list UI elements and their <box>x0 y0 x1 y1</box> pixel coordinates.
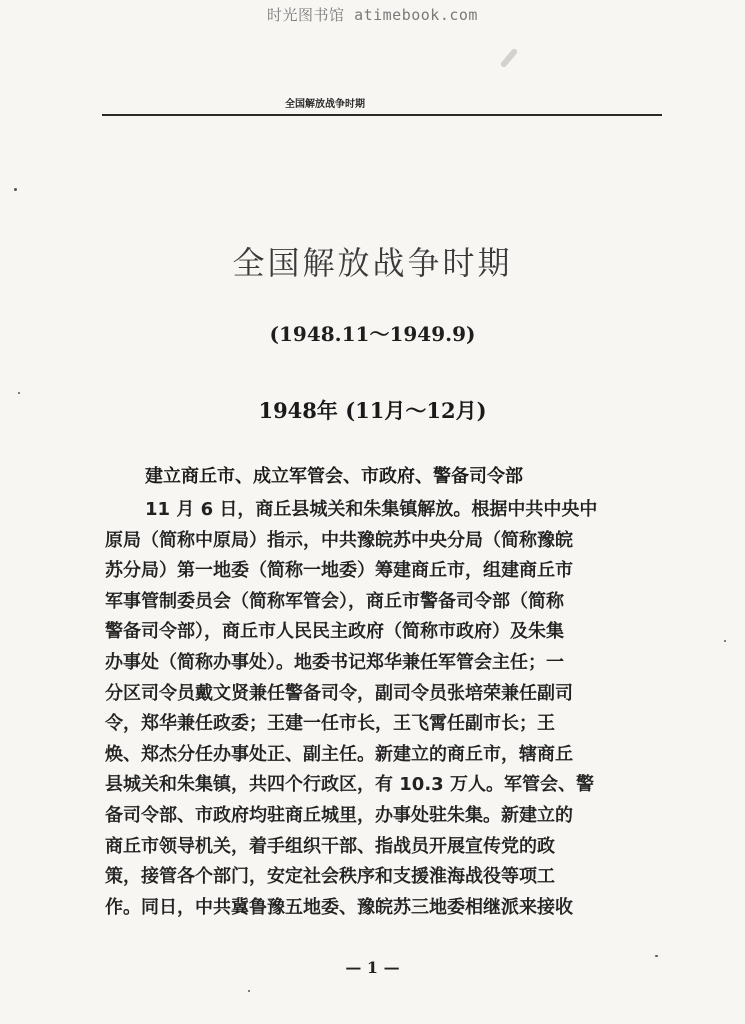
body-line: 令，郑华兼任政委；王建一任市长，王飞霄任副市长；王 <box>105 713 555 735</box>
scan-smudge <box>500 48 519 69</box>
scan-speck <box>724 640 726 642</box>
header-rule <box>102 114 662 116</box>
body-line: 作。同日，中共冀鲁豫五地委、豫皖苏三地委相继派来接收 <box>105 896 573 918</box>
scan-speck <box>18 392 20 394</box>
body-line: 商丘市领导机关，着手组织干部、指战员开展宣传党的政 <box>105 835 555 857</box>
page-title: 全国解放战争时期 <box>232 244 513 282</box>
body-line: 军事管制委员会（简称军管会），商丘市警备司令部（简称 <box>105 590 564 612</box>
body-line: 分区司令员戴文贤兼任警备司令，副司令员张培荣兼任副司 <box>105 682 573 704</box>
body-line: 备司令部、市政府均驻商丘城里，办事处驻朱集。新建立的 <box>105 804 573 826</box>
body-line: 原局（简称中原局）指示，中共豫皖苏中央分局（简称豫皖 <box>105 529 573 551</box>
body-line: 办事处（简称办事处）。地委书记郑华兼任军管会主任；一 <box>105 651 564 673</box>
year-heading: 1948年 (11月～12月) <box>258 398 487 423</box>
body-paragraph <box>105 495 670 923</box>
running-head: 全国解放战争时期 <box>285 99 365 110</box>
watermark: 时光图书馆 atimebook.com <box>267 6 478 24</box>
body-line: 苏分局）第一地委（简称一地委）筹建商丘市，组建商丘市 <box>105 560 573 582</box>
body-line: 县城关和朱集镇，共四个行政区，有 10.3 万人。军管会、警 <box>105 774 594 796</box>
section-heading: 建立商丘市、成立军管会、市政府、警备司令部 <box>145 466 523 487</box>
body-line: 11 月 6 日，商丘县城关和朱集镇解放。根据中共中央中 <box>145 499 598 520</box>
body-line: 警备司令部），商丘市人民民主政府（简称市政府）及朱集 <box>105 621 564 643</box>
body-line: 策，接管各个部门，安定社会秩序和支援淮海战役等项工 <box>105 866 555 888</box>
body-line: 焕、郑杰分任办事处正、副主任。新建立的商丘市，辖商丘 <box>105 743 573 765</box>
scan-speck <box>655 955 658 957</box>
page-number: — 1 — <box>345 958 400 977</box>
scan-speck <box>14 188 17 191</box>
scan-speck <box>248 990 250 992</box>
period-subtitle: (1948.11～1949.9) <box>269 322 476 346</box>
